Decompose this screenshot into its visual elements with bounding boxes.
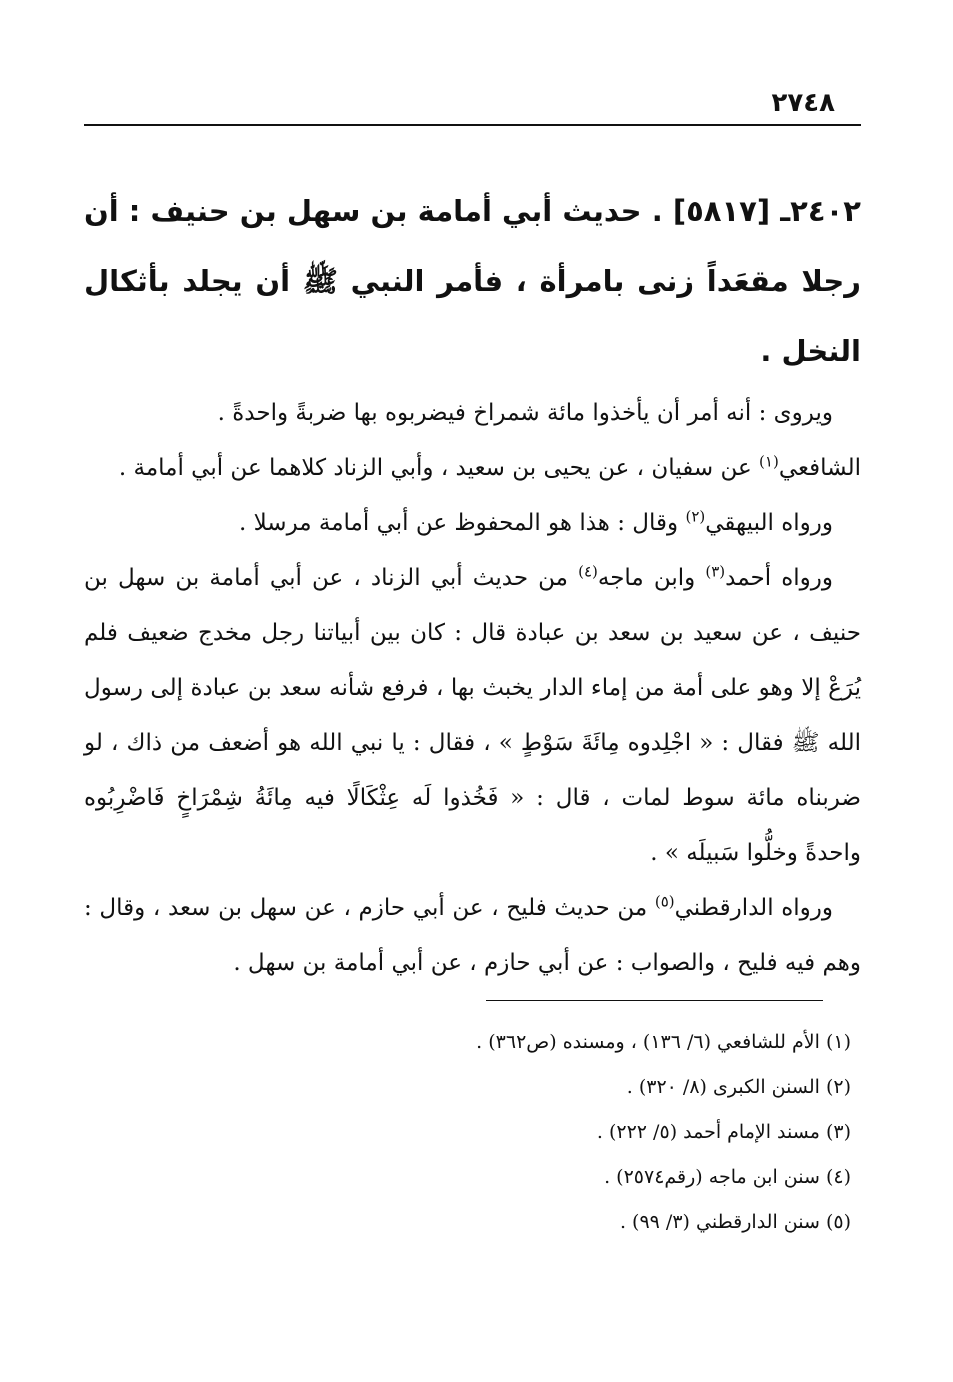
- footnote-4: [300, 1155, 851, 1200]
- footnote-text: سنن ابن ماجه (رقم٢٥٧٤) .: [604, 1166, 820, 1188]
- paragraph-3: [84, 496, 861, 551]
- footnote-ref-2[interactable]: (٢): [685, 507, 706, 526]
- hadith-number: ٢٤٠٢: [790, 194, 861, 228]
- footnote-number: (٤): [825, 1166, 851, 1188]
- footnote-3: [300, 1110, 851, 1155]
- paragraph-4-body: من حديث أبي الزناد ، عن أبي أمامة بن سهل بن حنيف ، عن سعيد بن سعد بن عبادة قال : كان بين أبياتنا رجل مخدج ضعيف فلم يُرَعْ إلا وهو على أمة من إماء الدار يخبث بها ، فرفع شأنه سعد بن عبادة إلى رسول الله ﷺ فقال : « اجْلِدوه مِائَةَ سَوْطٍ » ، فقال : يا نبي الله هو أضعف من ذاك ، لو ضربناه مائة سوط لمات ، قال : « فَخُذوا لَه عِثْكَالًا فيه مِائَةُ شِمْرَاخٍ فَاضْرِبُوه واحدةً وخلُّوا سَبيلَه » .: [84, 565, 861, 866]
- paragraph-5: [84, 881, 861, 991]
- paragraph-5-body: من حديث فليح ، عن أبي حازم ، عن سهل بن سعد ، وقال : وهم فيه فليح ، والصواب : عن أبي حازم ، عن أبي أمامة بن سهل .: [84, 895, 861, 976]
- footnote-number: (٥): [825, 1211, 851, 1233]
- paragraph-2-lead: الشافعي: [778, 455, 861, 481]
- footnote-ref-4[interactable]: (٤): [578, 562, 598, 581]
- footnote-5: [300, 1200, 851, 1245]
- footnote-text: السنن الكبرى (٨/ ٣٢٠) .: [626, 1076, 820, 1098]
- footnote-number: (٢): [825, 1076, 851, 1098]
- footnote-rule: [486, 1000, 823, 1001]
- paragraph-2: [84, 441, 861, 496]
- paragraph-2-body: عن سفيان ، عن يحيى بن سعيد ، وأبي الزناد كلاهما عن أبي أمامة .: [118, 455, 760, 481]
- paragraph-3-body: وقال : هذا هو المحفوظ عن أبي أمامة مرسلا .: [238, 510, 686, 536]
- page-number: ٢٧٤٨: [771, 88, 835, 118]
- header-rule: [84, 124, 861, 126]
- footnote-ref-3[interactable]: (٣): [705, 562, 726, 581]
- footnote-number: (٣): [825, 1121, 851, 1143]
- hadith-title: [84, 176, 861, 386]
- paragraph-3-lead: ورواه البيهقي: [705, 510, 833, 536]
- paragraph-4-lead: ورواه أحمد: [725, 565, 833, 591]
- hadith-title-text: ـ [٥٨١٧] . حديث أبي أمامة بن سهل بن حنيف : أن رجلا مقعَداً زنى بامرأة ، فأمر النبي ﷺ أن يجلد بأثكال النخل .: [84, 194, 861, 368]
- paragraph-4: [84, 551, 861, 881]
- paragraph-4-mid: وابن ماجه: [597, 565, 706, 591]
- paragraph-5-lead: ورواه الدارقطني: [674, 895, 833, 921]
- footnotes: [300, 1020, 851, 1245]
- footnote-2: [300, 1065, 851, 1110]
- main-text: [84, 176, 861, 991]
- footnote-number: (١): [825, 1031, 851, 1053]
- footnote-text: سنن الدارقطني (٣/ ٩٩) .: [619, 1211, 820, 1233]
- footnote-text: مسند الإمام أحمد (٥/ ٢٢٢) .: [596, 1121, 820, 1143]
- footnote-ref-1[interactable]: (١): [759, 452, 779, 471]
- footnote-ref-5[interactable]: (٥): [654, 892, 675, 911]
- footnote-text: الأم للشافعي (٦/ ١٣٦) ، ومسنده (ص٣٦٢) .: [476, 1031, 820, 1053]
- paragraph-1: ويروى : أنه أمر أن يأخذوا مائة شمراخ فيضربوه بها ضربةً واحدةً .: [217, 400, 833, 426]
- footnote-1: [300, 1020, 851, 1065]
